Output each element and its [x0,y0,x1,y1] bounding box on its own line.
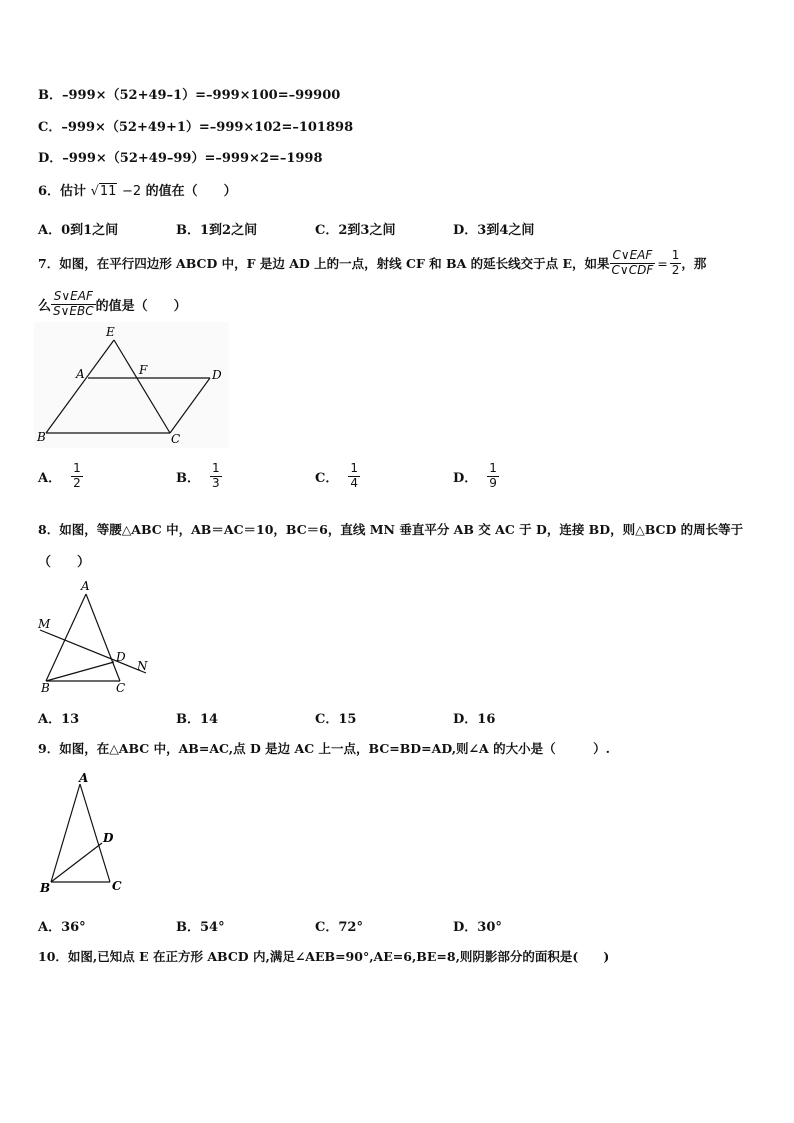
q6-stem [38,180,237,199]
q7-area-numerator: S∨EAF [53,288,93,303]
q7-equals: = [657,255,668,271]
q8-option-c: C．15 [315,712,357,727]
q9-stem: 9．如图，在△ABC 中，AB=AC,点 D 是边 AC 上一点，BC=BD=AD,则∠A 的大小是（ ）. [38,741,610,756]
q7-ratio-denominator: C∨CDF [611,262,654,277]
q8-option-d: D．16 [453,712,496,727]
q7-option-b [176,462,222,491]
q7-ratio-numerator: C∨EAF [612,247,653,262]
q7-figure-background [34,322,229,448]
q9-triangle-figure [34,770,134,898]
q7-half-numerator: 1 [671,247,680,262]
q9-option-b: B．54° [176,920,225,935]
q7-label-b: B [37,430,46,444]
q7-option-b-numerator: 1 [212,461,220,475]
q5-option-d: D．–999×（52+49–99）=–999×2=–1998 [38,151,323,166]
q9-option-c: C．72° [315,920,363,935]
q9-label-a: A [79,771,89,785]
q7-option-a-fraction [71,462,83,491]
q6-suffix: 的值在（ ） [145,184,237,199]
q7-line2-suffix: 的值是（ ） [95,298,187,314]
q7-option-d-fraction [487,462,499,491]
q7-label-e: E [106,325,115,339]
q7-perimeter-ratio [610,249,656,278]
q8-segment-ab [46,594,86,681]
q7-line2-prefix: 么 [38,298,52,314]
q8-label-d: D [116,650,126,664]
q7-stem-line2 [38,284,187,324]
q9-segment-bd [51,843,102,882]
q7-option-c-letter: C． [315,470,339,486]
q9-segment-ab [51,784,80,882]
q7-option-c [315,462,360,491]
q6-option-c: C．2到3之间 [315,223,396,238]
q8-option-b: B．14 [176,712,219,727]
q7-option-c-fraction [348,462,360,491]
q7-option-a [38,462,83,491]
q10-stem: 10．如图,已知点 E 在正方形 ABCD 内,满足∠AEB=90°,AE=6,BE=8,则阴影部分的面积是( ) [38,949,610,964]
q8-stem-line2: （ ） [38,555,91,570]
q7-option-b-fraction [210,462,222,491]
q9-label-b: B [40,881,51,895]
q8-label-m: M [38,617,51,631]
q6-option-a: A．0到1之间 [38,223,119,238]
q5-option-c: C．–999×（52+49+1）=–999×102=–101898 [38,120,354,135]
q7-area-ratio [51,290,96,319]
q6-radicand: 11 [99,184,117,199]
q6-prefix: 6．估计 [38,184,87,199]
q7-option-a-numerator: 1 [73,461,81,475]
q7-option-a-denominator: 2 [73,475,81,490]
q7-text1: 7．如图，在平行四边形 ABCD 中，F 是边 AD 上的一点，射线 CF 和 BA 的延长线交于点 E，如果 [38,256,610,271]
q9-option-d: D．30° [453,920,502,935]
q7-option-d-letter: D． [453,470,478,486]
q7-option-d-numerator: 1 [489,461,497,475]
q7-label-c: C [171,432,181,446]
q7-option-c-numerator: 1 [350,461,358,475]
q8-segment-bd [46,662,114,681]
q7-option-b-denominator: 3 [212,475,220,490]
q6-minus-term: −2 [121,184,142,199]
q8-label-n: N [137,659,148,673]
q7-text2: ，那 [681,256,707,271]
q7-label-f: F [139,363,148,377]
q6-option-b: B．1到2之间 [176,223,258,238]
q7-parallelogram-figure [34,322,229,448]
q9-label-d: D [103,831,114,845]
q7-half-denominator: 2 [671,262,680,277]
q8-label-a: A [81,579,90,593]
q7-option-d-denominator: 9 [489,475,497,490]
q6-sqrt-expression: √11 [90,184,117,199]
q7-label-a: A [76,367,85,381]
q6-option-d: D．3到4之间 [453,223,535,238]
q7-option-b-letter: B． [176,470,200,486]
q7-stem-line1 [38,243,706,283]
q7-option-a-letter: A． [38,470,62,486]
q9-label-c: C [112,879,122,893]
q7-option-d [453,462,499,491]
q7-area-denominator: S∨EBC [53,303,94,318]
q7-option-c-denominator: 4 [350,475,358,490]
q7-half [670,249,682,278]
q7-label-d: D [212,368,222,382]
q8-label-b: B [41,681,50,695]
q9-option-a: A．36° [38,920,86,935]
q8-label-c: C [116,681,126,695]
q5-option-b: B．–999×（52+49–1）=–999×100=–99900 [38,88,341,103]
q8-line-mn [40,630,146,673]
q8-stem-line1: 8．如图，等腰△ABC 中，AB＝AC＝10，BC＝6，直线 MN 垂直平分 AB 交 AC 于 D，连接 BD，则△BCD 的周长等于 [38,522,744,537]
q8-triangle-figure [34,578,159,696]
q8-option-a: A．13 [38,712,80,727]
